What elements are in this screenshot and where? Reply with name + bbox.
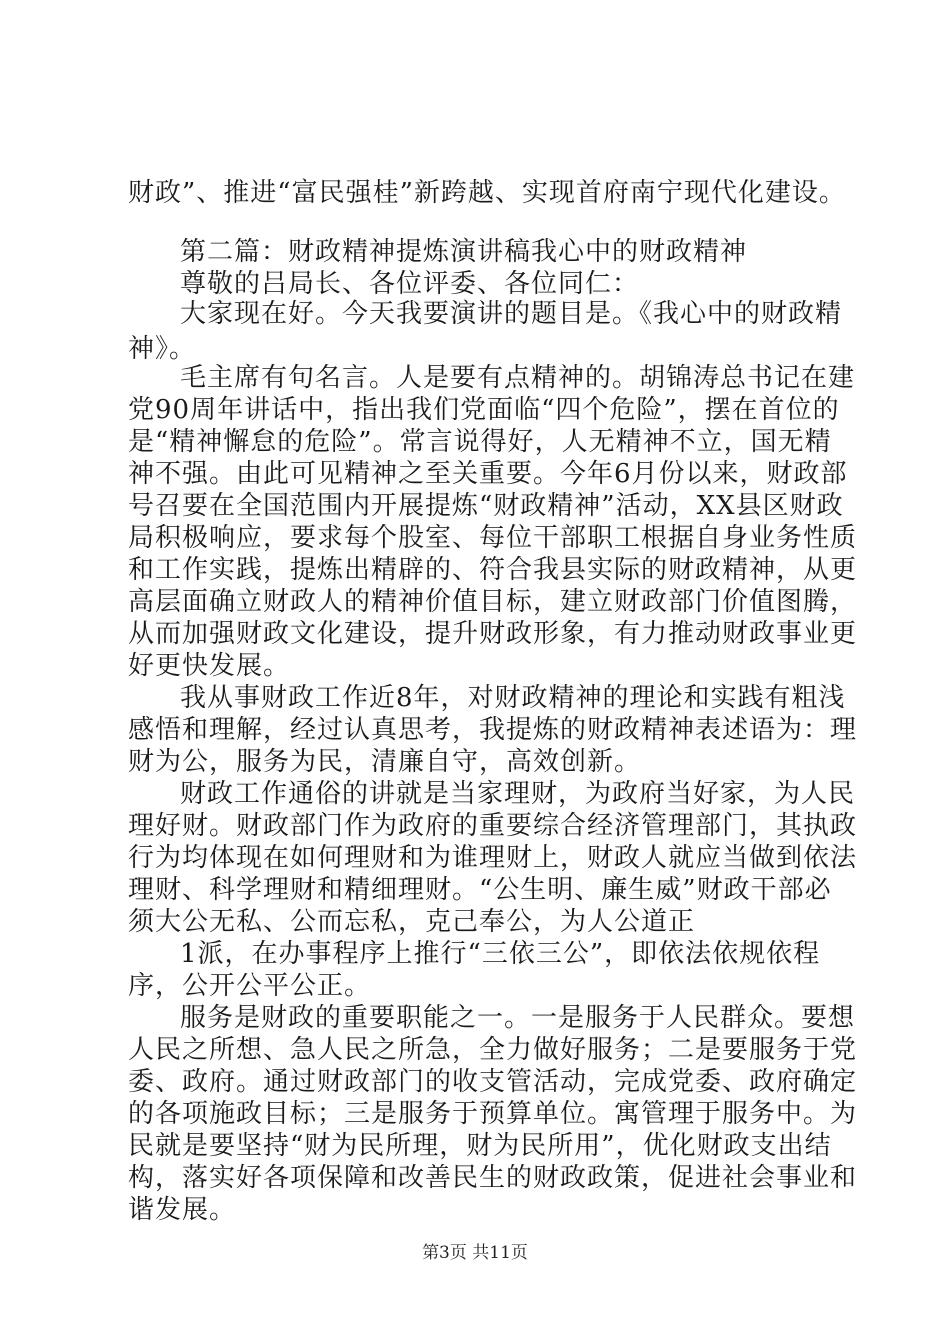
- text-line: 高层面确立财政人的精神价值目标，建立财政部门价值图腾，: [128, 587, 858, 617]
- text-line: 1派，在办事程序上推行“三依三公”，即依法依规依程: [180, 939, 821, 969]
- text-line: 党90周年讲话中，指出我们党面临“四个危险”，摆在首位的: [128, 395, 840, 425]
- text-line: 须大公无私、公而忘私，克己奉公，为人公道正: [128, 907, 696, 937]
- text-line: 财政工作通俗的讲就是当家理财，为政府当好家，为人民: [180, 779, 856, 809]
- text-line: 从而加强财政文化建设，提升财政形象，有力推动财政事业更: [128, 619, 858, 649]
- text-line: 神不强。由此可见精神之至关重要。今年6月份以来，财政部: [128, 459, 848, 489]
- text-line: 大家现在好。今天我要演讲的题目是。《我心中的财政精: [180, 299, 843, 329]
- text-line: 财为公，服务为民，清廉自守，高效创新。: [128, 747, 642, 777]
- text-line: 感悟和理解，经过认真思考，我提炼的财政精神表述语为：理: [128, 715, 858, 745]
- section-title: 第二篇：财政精神提炼演讲稿我心中的财政精神: [180, 237, 748, 267]
- text-line: 人民之所想、急人民之所急，全力做好服务；二是要服务于党: [128, 1035, 858, 1065]
- text-line: 的各项施政目标；三是服务于预算单位。寓管理于服务中。为: [128, 1099, 858, 1129]
- text-line: 服务是财政的重要职能之一。一是服务于人民群众。要想: [180, 1003, 856, 1033]
- text-line: 理财、科学理财和精细理财。“公生明、廉生威”财政干部必: [128, 875, 832, 905]
- text-line: 序，公开公平公正。: [128, 971, 372, 1001]
- text-line: 号召要在全国范围内开展提炼“财政精神”活动，XX县区财政: [128, 491, 844, 521]
- text-line: 和工作实践，提炼出精辟的、符合我县实际的财政精神，从更: [128, 555, 858, 585]
- text-line: 局积极响应，要求每个股室、每位干部职工根据自身业务性质: [128, 523, 858, 553]
- page-number-footer: 第3页 共11页: [422, 1243, 528, 1263]
- text-line: 财政”、推进“富民强桂”新跨越、实现首府南宁现代化建设。: [128, 178, 846, 208]
- text-line: 理好财。财政部门作为政府的重要综合经济管理部门，其执政: [128, 811, 858, 841]
- text-line: 谐发展。: [128, 1195, 237, 1225]
- text-line: 是“精神懈怠的危险”。常言说得好，人无精神不立，国无精: [128, 427, 832, 457]
- text-line: 民就是要坚持“财为民所理，财为民所用”，优化财政支出结: [128, 1131, 832, 1161]
- text-line: 构，落实好各项保障和改善民生的财政政策，促进社会事业和: [128, 1163, 858, 1193]
- salutation: 尊敬的吕局长、各位评委、各位同仁：: [180, 269, 640, 299]
- text-line: 神》。: [128, 334, 197, 364]
- text-line: 好更快发展。: [128, 651, 291, 681]
- text-line: 行为均体现在如何理财和为谁理财上，财政人就应当做到依法: [128, 843, 858, 873]
- text-line: 我从事财政工作近8年，对财政精神的理论和实践有粗浅: [180, 683, 846, 713]
- text-line: 委、政府。通过财政部门的收支管活动，完成党委、政府确定: [128, 1067, 858, 1097]
- text-line: 毛主席有句名言。人是要有点精神的。胡锦涛总书记在建: [180, 363, 856, 393]
